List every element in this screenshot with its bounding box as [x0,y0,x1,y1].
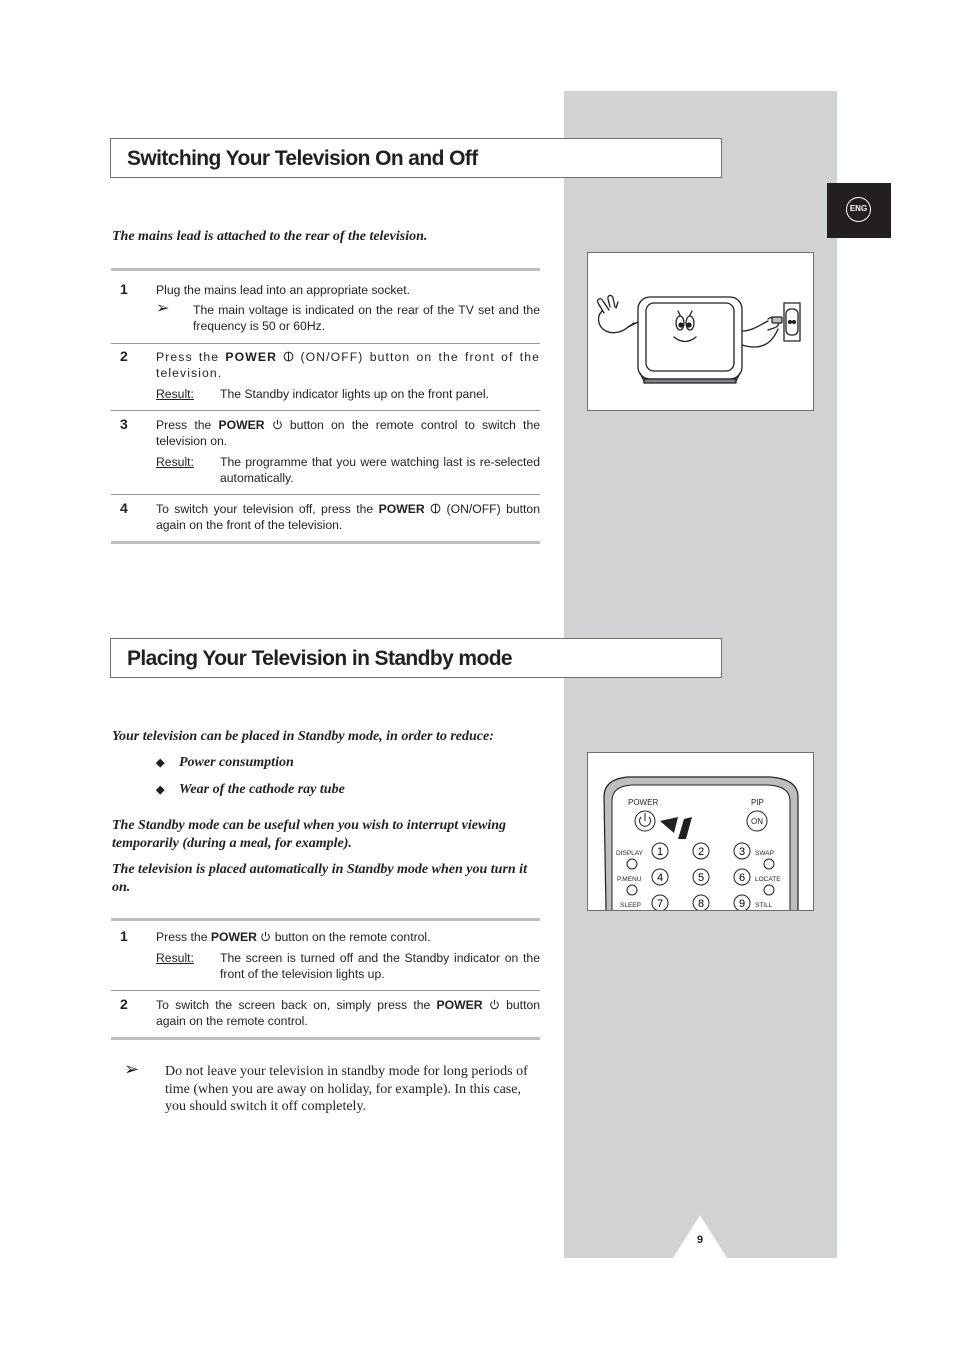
section2-heading: Placing Your Television in Standby mode [127,647,513,670]
remote-swap-label: SWAP [755,850,774,857]
tip-text: Do not leave your television in standby mode for long periods of time (when you are away on holiday, for example). In this case, you should switch it off completely. [165,1064,528,1114]
step-1 [111,271,540,343]
remote-digit-2: 2 [697,846,705,858]
section2-paragraph-1: The Standby mode can be useful when you wish to interrupt viewing temporarily (during a meal, for example). [112,818,506,851]
remote-digit-3: 3 [738,846,746,858]
power-button-label: POWER [210,930,257,944]
tv-cartoon-image [588,253,813,410]
step-number: 1 [120,928,128,944]
remote-power-label: POWER [628,798,659,807]
tip-note [124,1059,542,1116]
result-label: Result [156,951,191,965]
table-bottom-rule [111,1037,540,1040]
remote-digit-4: 4 [656,872,664,884]
step-2 [111,991,540,1037]
remote-display-label: DISPLAY [616,850,643,857]
power-icon [272,419,283,430]
step-text-post: button on the remote control. [274,930,431,944]
step-text-pre: Press the [156,930,208,944]
power-onoff-icon [430,503,441,514]
section2-paragraph-2: The television is placed automatically in Standby mode when you turn it on. [112,862,527,895]
step-text-pre: To switch your television off, press the [156,502,374,516]
step-text-pre: To switch the screen back on, simply press the [156,998,431,1012]
remote-digit-6: 6 [738,872,746,884]
remote-sleep-label: SLEEP [620,902,641,909]
step-result: The Standby indicator lights up on the front panel. [220,387,489,401]
section1-intro: The mains lead is attached to the rear of the television. [112,229,428,244]
step-1 [111,921,540,990]
bullet-item [156,782,345,798]
section2-intro: Your television can be placed in Standby mode, in order to reduce: [112,729,494,744]
remote-pip-label: PIP [751,798,764,807]
bullet-diamond-icon: ◆ [156,757,165,769]
remote-digit-5: 5 [697,872,705,884]
step-4 [111,495,540,541]
result-colon: : [190,387,194,401]
step-number: 4 [120,500,128,516]
page-number: 9 [696,1234,704,1246]
note-arrow-icon: ➢ [156,300,170,317]
bullet-text: Power consumption [179,755,294,770]
power-onoff-icon [283,351,294,362]
result-colon: : [190,455,194,469]
step-text-pre: Press the [156,418,212,432]
section1-steps [111,268,540,544]
table-bottom-rule [111,541,540,544]
result-label: Result [156,387,191,401]
step-result: The programme that you were watching last is re-selected automatically. [220,455,540,485]
step-2 [111,344,540,410]
power-button-label: POWER [218,418,265,432]
power-button-label: POWER [378,502,425,516]
remote-on-label: ON [751,817,763,826]
power-icon [260,931,271,942]
section2-steps [111,918,540,1040]
remote-locate-label: LOCATE [755,876,781,883]
section1-heading-box [110,138,722,178]
step-text-post: button on the remote control to switch the television on. [156,418,541,448]
remote-digit-1: 1 [656,846,664,858]
step-text-post: (ON/OFF) button on the front of the television. [156,350,540,380]
step-number: 2 [120,348,128,364]
remote-still-label: STILL [755,902,773,909]
step-text-pre: Press the [156,350,220,364]
remote-control-image [588,753,813,910]
bullet-diamond-icon: ◆ [156,784,165,796]
remote-control-illustration [587,752,814,911]
result-colon: : [190,951,194,965]
bullet-item [156,755,294,771]
power-icon [489,999,500,1010]
step-number: 2 [120,996,128,1012]
note-arrow-icon: ➢ [124,1059,140,1079]
step-number: 3 [120,416,128,432]
step-3 [111,411,540,494]
step-text: Plug the mains lead into an appropriate socket. [156,283,411,297]
remote-pmenu-label: P.MENU [617,876,642,883]
tv-plug-illustration [587,252,814,411]
remote-digit-7: 7 [656,898,664,910]
power-button-label: POWER [436,998,483,1012]
section2-heading-box [110,638,722,678]
step-text-post: (ON/OFF) button again on the front of the television. [156,502,540,532]
section1-heading: Switching Your Television On and Off [127,147,478,170]
remote-digit-8: 8 [697,898,705,910]
step-number: 1 [120,281,128,297]
step-result: The screen is turned off and the Standby indicator on the front of the television lights up. [220,951,540,981]
language-badge: ENG [846,197,871,222]
step-text-post: button again on the remote control. [156,998,541,1028]
remote-digit-9: 9 [738,898,746,910]
step-note: The main voltage is indicated on the rear of the TV set and the frequency is 50 or 60Hz. [193,303,540,333]
bullet-text: Wear of the cathode ray tube [179,782,345,797]
result-label: Result [156,455,191,469]
power-button-label: POWER [225,350,277,364]
